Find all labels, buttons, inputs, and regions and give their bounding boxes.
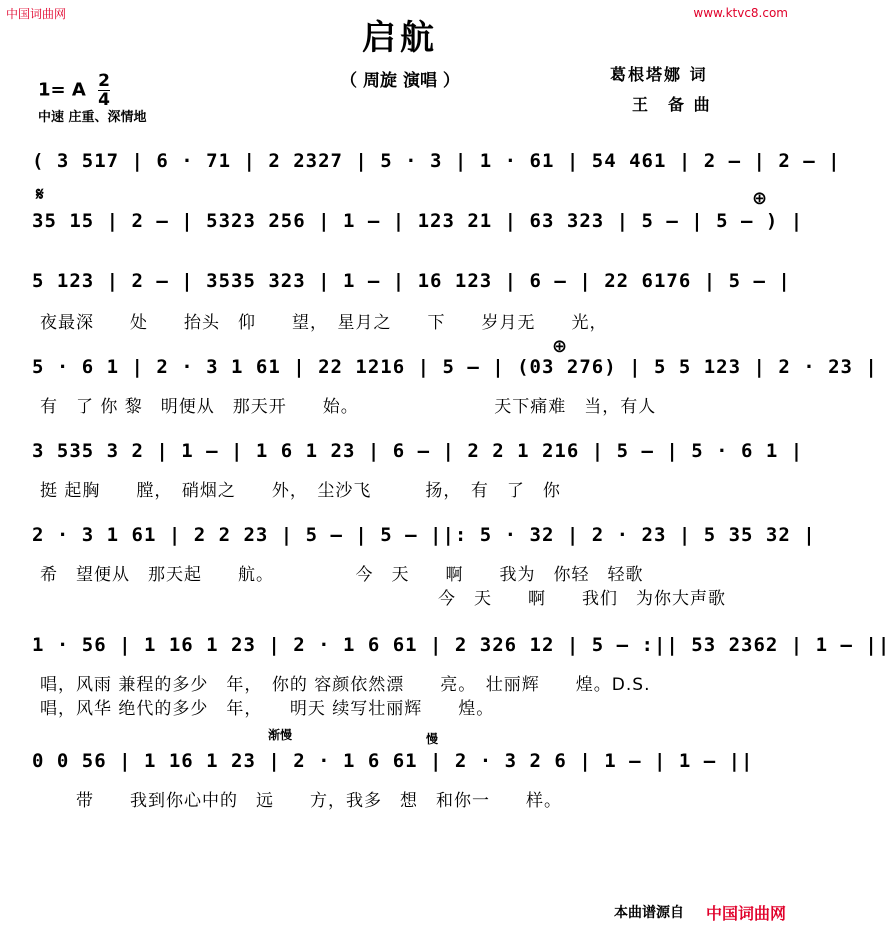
slow-mark: 慢 [426,732,439,746]
lyric-row-7-verse-2: 唱，风华 绝代的多少 年， 明天 续写壮丽辉 煌。 [40,699,495,719]
performer: （ 周旋 演唱 ） [340,71,460,91]
site-logo-left[interactable]: 中国词曲网 [6,7,67,21]
lyric-row-4: 有 了 你 黎 明便从 那天开 始。 天下痛难 当，有人 [40,397,657,417]
notation-row-6: 2 · 3 1 61 | 2 2 23 | 5 – | 5 – ||: 5 · 32 | 2 · 23 | 5 35 32 | [32,524,816,546]
notation-row-8: 0 0 56 | 1 16 1 23 | 2 · 1 6 61 | 2 · 3 2 6 | 1 – | 1 – || [32,750,754,772]
lyric-row-6-verse-2: 今 天 啊 我们 为你大声歌 [438,589,726,609]
notation-row-7: 1 · 56 | 1 16 1 23 | 2 · 1 6 61 | 2 326 12 | 5 – :|| 53 2362 | 1 – || [32,634,890,656]
segno-sign: 𝄋 [36,184,44,205]
lyric-row-7-verse-1: 唱，风雨 兼程的多少 年， 你的 容颜依然漂 亮。 壮丽辉 煌。D.S. [40,675,651,695]
time-signature [98,72,110,109]
lyric-row-8: 带 我到你心中的 远 方，我多 想 和你一 样。 [76,791,562,811]
tempo-marking: 中速 庄重、深情地 [38,110,147,125]
song-title: 启航 [362,18,438,58]
site-url-right[interactable]: www.ktvc8.com [693,6,788,20]
time-numerator: 2 [98,71,110,91]
key-label: 1= A [38,79,86,101]
time-denominator: 4 [98,90,110,110]
lyric-row-5: 挺 起胸 膛， 硝烟之 外， 尘沙飞 扬， 有 了 你 [40,481,561,501]
coda-sign-2: ⊕ [552,336,568,357]
notation-row-5: 3 535 3 2 | 1 – | 1 6 1 23 | 6 – | 2 2 1 216 | 5 – | 5 · 6 1 | [32,440,804,462]
lyric-row-6-verse-1: 希 望便从 那天起 航。 今 天 啊 我为 你轻 轻歌 [40,565,644,585]
key-signature [38,72,110,109]
notation-row-1: ( 3 517 | 6 · 71 | 2 2327 | 5 · 3 | 1 · 61 | 54 461 | 2 – | 2 – | [32,150,841,172]
gradually-slower-mark: 渐慢 [268,728,293,742]
notation-row-3: 5 123 | 2 – | 3535 323 | 1 – | 16 123 | 6 – | 22 6176 | 5 – | [32,270,791,292]
source-label: 本曲谱源自 [614,905,684,921]
notation-row-4: 5 · 6 1 | 2 · 3 1 61 | 22 1216 | 5 – | (03 276) | 5 5 123 | 2 · 23 | [32,356,878,378]
lyricist-credit: 葛根塔娜 词 [610,65,708,84]
notation-row-2: 35 15 | 2 – | 5323 256 | 1 – | 123 21 | 63 323 | 5 – | 5 – ) | [32,210,804,232]
lyric-row-3: 夜最深 处 抬头 仰 望， 星月之 下 岁月无 光， [40,313,608,333]
coda-sign: ⊕ [752,188,768,209]
source-site-link[interactable]: 中国词曲网 [705,904,786,923]
composer-credit: 王 备 曲 [632,95,712,114]
